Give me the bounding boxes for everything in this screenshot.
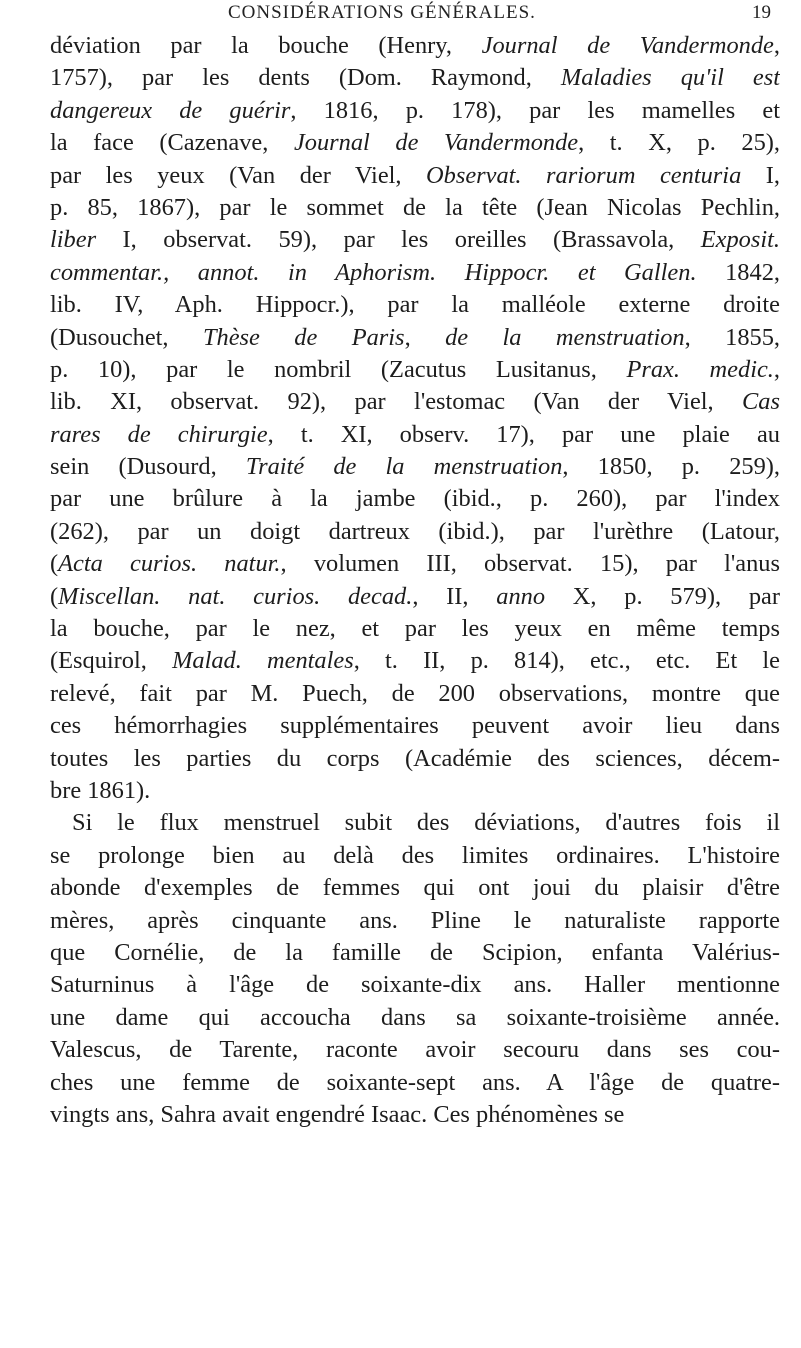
text-segment: p. 85, 1867), par le sommet de la tête (Jean Nicolas Pechlin, [50,193,780,221]
text-segment: , volumen III, observat. 15), par l'anus [280,550,780,578]
text-line [50,905,780,937]
text-segment: , 1816, p. 178), par les mamelles et [290,96,780,124]
text-line [50,160,780,192]
text-segment: 1842, [696,258,780,286]
text-line [50,1002,780,1034]
text-segment: mères, après cinquante ans. Pline le naturaliste rapporte [50,906,780,934]
text-segment: Valescus, de Tarente, raconte avoir secouru dans ses cou- [50,1036,780,1064]
text-segment: , [773,32,780,59]
text-segment: , II, [412,582,497,610]
text-line [50,62,780,94]
text-segment: par les yeux (Van der Viel, [50,161,427,189]
italic-segment: Maladies qu'il est [560,64,780,92]
text-segment: sein (Dusourd, [50,453,246,481]
text-line [50,127,780,159]
italic-segment: Journal de Vandermonde [481,32,774,59]
body-text [50,30,780,1131]
text-line [50,516,780,548]
text-line [50,95,780,127]
italic-segment: Exposit. [700,226,780,254]
text-line [50,937,780,969]
text-line [50,1034,780,1066]
text-line [50,872,780,904]
text-segment: , t. XI, observ. 17), par une plaie au [267,420,780,448]
italic-segment: anno [496,582,546,610]
text-segment: ces hémorrhagies supplémentaires peuvent avoir lieu dans [50,712,780,740]
text-segment: lib. XI, observat. 92), par l'estomac (Van der Viel, [50,388,743,416]
text-segment: Saturninus à l'âge de soixante-dix ans. Haller mentionne [50,971,780,999]
text-segment: X, p. 579), par [545,582,780,610]
text-line [50,807,780,839]
italic-segment: dangereux de guérir [50,96,291,124]
text-segment: toutes les parties du corps (Académie des sciences, décem- [50,744,780,772]
text-segment: ( [50,550,59,578]
text-segment: I, [741,161,780,189]
text-segment: (Esquirol, [50,647,173,675]
italic-segment: rares de chirurgie [50,420,268,448]
text-line [50,548,780,580]
text-line [50,1067,780,1099]
text-segment: , t. II, p. 814), etc., etc. Et le [353,647,780,675]
text-line [50,386,780,418]
text-line [50,775,780,807]
page-number: 19 [752,2,771,23]
text-line [50,840,780,872]
text-line [50,1099,780,1131]
text-line [50,645,780,677]
text-segment: lib. IV, Aph. Hippocr.), par la malléole externe droite [50,291,780,319]
text-segment: par une brûlure à la jambe (ibid., p. 260), par l'index [50,485,780,513]
italic-segment: Miscellan. nat. curios. decad. [58,582,413,610]
text-segment: , 1850, p. 259), [562,453,780,481]
text-line [50,224,780,256]
text-line [50,30,780,62]
text-line [50,451,780,483]
text-segment: 1757), par les dents (Dom. Raymond, [50,64,561,92]
text-line [50,710,780,742]
text-line [50,354,780,386]
text-segment: une dame qui accoucha dans sa soixante-troisième année. [50,1003,780,1031]
text-segment: I, observat. 59), par les oreilles (Brassavola, [96,226,701,254]
text-segment: (Dusouchet, [50,323,203,351]
text-segment: , t. X, p. 25), [578,129,780,157]
text-line [50,969,780,1001]
text-segment: que Cornélie, de la famille de Scipion, enfanta Valérius- [50,938,780,966]
text-segment: bre 1861). [50,776,151,804]
running-head: CONSIDÉRATIONS GÉNÉRALES. [228,2,536,23]
text-segment: p. 10), par le nombril (Zacutus Lusitanus, [50,355,627,383]
italic-segment: Acta curios. natur. [58,550,281,578]
text-segment: vingts ans, Sahra avait engendré Isaac. Ces phénomènes se [50,1100,625,1128]
text-segment: ( [50,582,59,610]
italic-segment: Observat. rariorum centuria [426,161,742,189]
text-line [50,192,780,224]
italic-segment: Cas [742,388,780,416]
text-line [50,743,780,775]
text-line [50,289,780,321]
italic-segment: de la menstruation [445,323,685,351]
italic-segment: commentar., annot. in Aphorism. Hippocr. et Gallen. [50,258,697,286]
text-segment: la face (Cazenave, [50,129,294,157]
text-line [50,419,780,451]
text-segment: , 1855, [684,323,780,351]
italic-segment: liber [50,226,97,254]
text-line [50,483,780,515]
text-segment: la bouche, par le nez, et par les yeux en même temps [50,615,780,643]
text-segment: déviation par la bouche (Henry, [50,32,482,59]
text-line [50,322,780,354]
text-line [50,257,780,289]
text-segment: Si le flux menstruel subit des déviations, d'autres fois il [72,809,780,837]
italic-segment: Journal de Vandermonde [293,129,579,157]
text-line [50,581,780,613]
text-segment: ches une femme de soixante-sept ans. A l'âge de quatre- [50,1068,780,1096]
italic-segment: Thèse de Paris [202,323,405,351]
italic-segment: Malad. mentales [172,647,354,675]
text-line [50,678,780,710]
text-segment: (262), par un doigt dartreux (ibid.), par l'urèthre (Latour, [50,517,780,545]
text-segment: , [404,323,446,351]
text-segment: se prolonge bien au delà des limites ordinaires. L'histoire [50,841,780,869]
text-segment: abonde d'exemples de femmes qui ont joui du plaisir d'être [50,874,780,902]
italic-segment: Traité de la menstruation [245,453,563,481]
italic-segment: Prax. medic. [626,355,774,383]
text-segment: , [773,355,780,383]
text-line [50,613,780,645]
text-segment: relevé, fait par M. Puech, de 200 observations, montre que [50,679,780,707]
